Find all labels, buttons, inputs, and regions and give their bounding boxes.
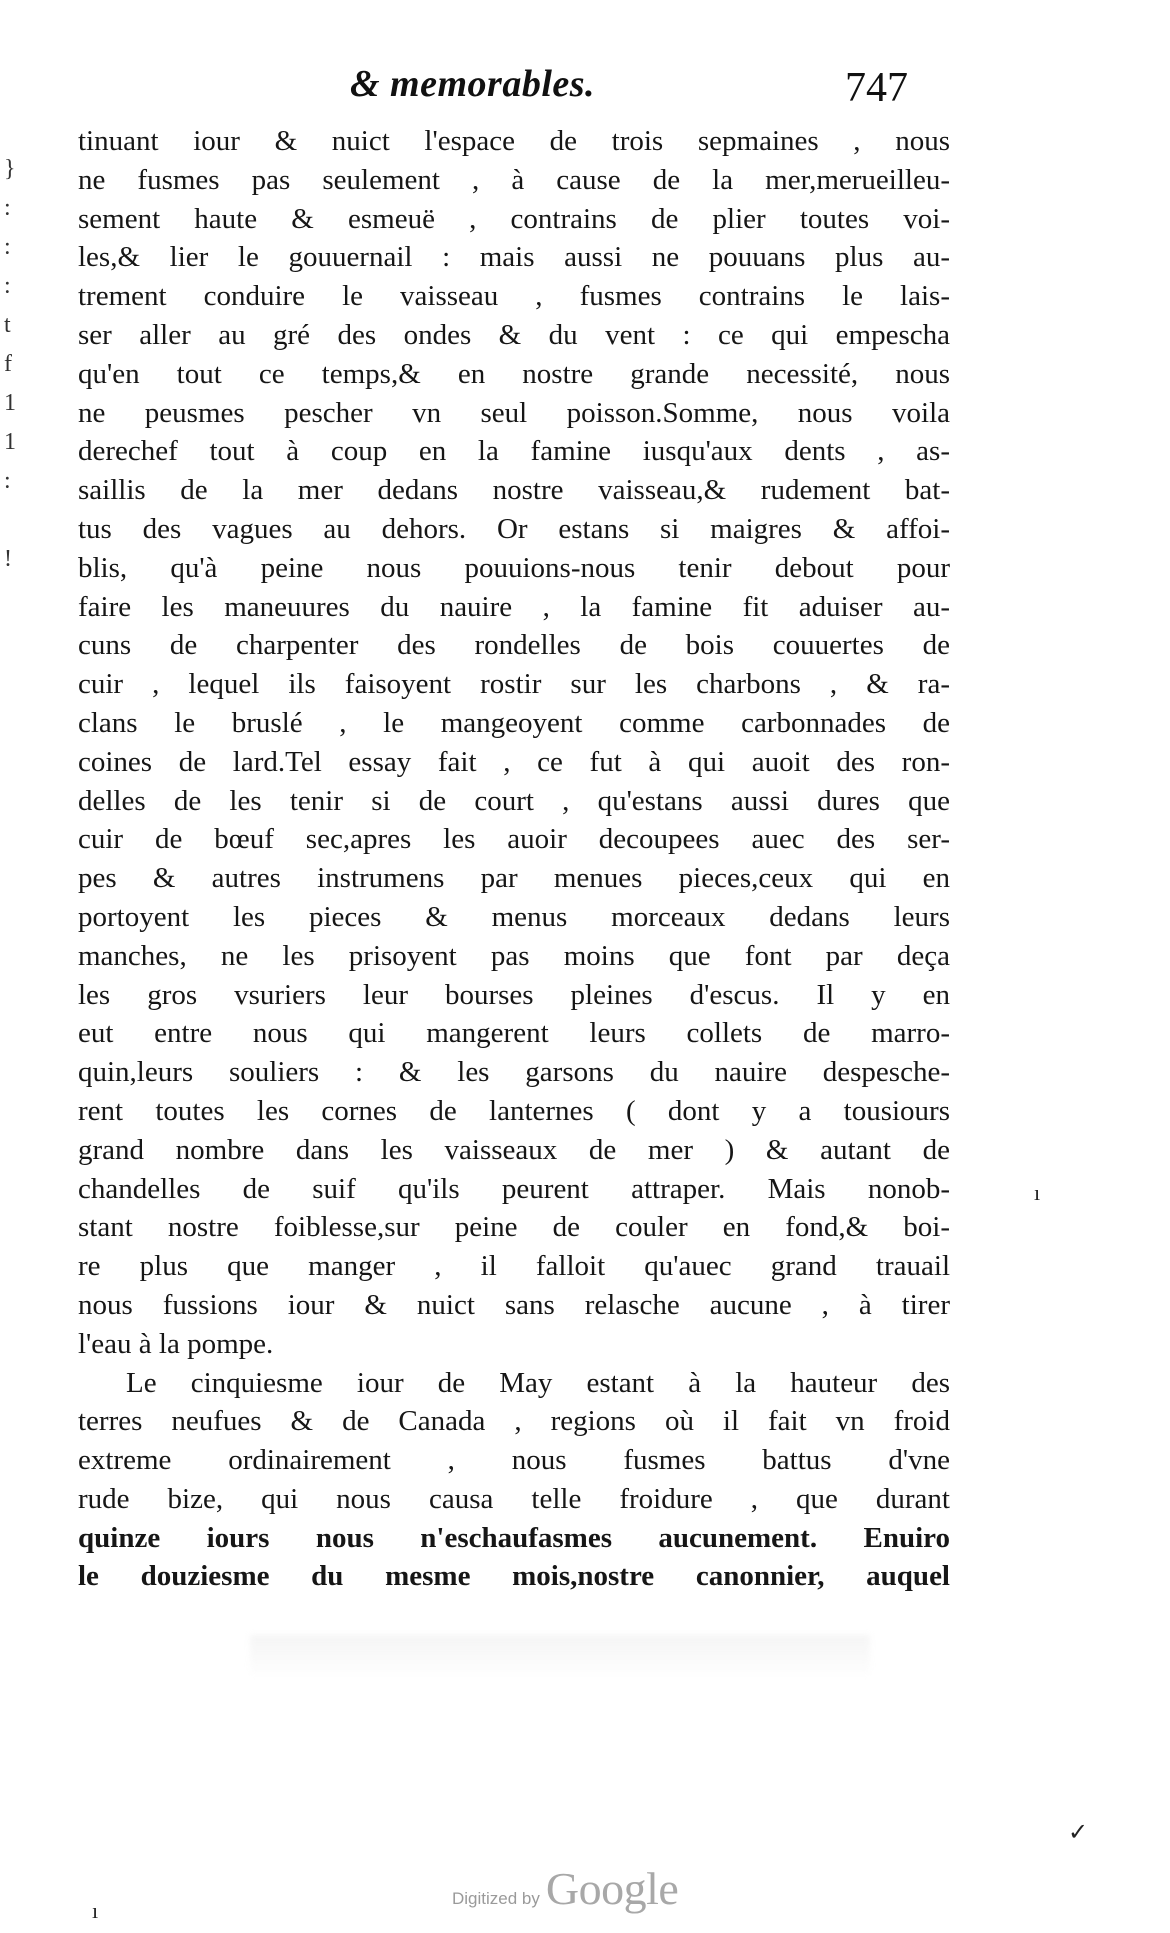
margin-mark: 1 bbox=[4, 390, 16, 416]
margin-mark bbox=[4, 501, 18, 540]
text-line: coines de lard.Tel essay fait , ce fut à qui auoit des ron- bbox=[78, 745, 950, 778]
text-line: faire les maneuures du nauire , la famine fit aduiser au- bbox=[78, 590, 950, 623]
margin-mark: ! bbox=[4, 546, 12, 572]
text-line: Le cinquiesme iour de May estant à la hauteur des bbox=[126, 1366, 950, 1399]
text-line: les,& lier le gouuernail : mais aussi ne pouuans plus au- bbox=[78, 241, 950, 274]
text-line: derechef tout à coup en la famine iusqu'aux dents , as- bbox=[78, 435, 950, 468]
text-line: ser aller au gré des ondes & du vent : ce qui empescha bbox=[78, 318, 950, 351]
text-line: sement haute & esmeuë , contrains de plier toutes voi- bbox=[78, 202, 950, 235]
text-line: cuir , lequel ils faisoyent rostir sur les charbons , & ra- bbox=[78, 668, 950, 701]
gutter-bleed-marks bbox=[4, 150, 18, 579]
stray-mark: ı bbox=[1034, 1180, 1041, 1205]
text-line: blis, qu'à peine nous pouuions-nous tenir debout pour bbox=[78, 551, 950, 584]
page-number: 747 bbox=[845, 65, 908, 111]
watermark-prefix: Digitized by bbox=[452, 1889, 540, 1908]
stray-mark: ✓ bbox=[1068, 1820, 1089, 1846]
margin-mark: : bbox=[4, 195, 11, 221]
text-line: qu'en tout ce temps,& en nostre grande necessité, nous bbox=[78, 357, 950, 390]
running-head: & memorables. bbox=[350, 63, 596, 105]
google-logo: Google bbox=[545, 1863, 679, 1914]
text-line: grand nombre dans les vaisseaux de mer ) & autant de bbox=[78, 1133, 950, 1166]
margin-mark: t bbox=[4, 312, 11, 338]
text-line: nous fussions iour & nuict sans relasche aucune , à tirer bbox=[78, 1288, 950, 1321]
margin-mark: : bbox=[4, 234, 11, 260]
show-through-bleed bbox=[250, 1635, 870, 1675]
text-line: le douziesme du mesme mois,nostre canonnier, auquel bbox=[78, 1560, 950, 1593]
text-line: re plus que manger , il falloit qu'auec grand trauail bbox=[78, 1250, 950, 1283]
margin-mark: : bbox=[4, 468, 11, 494]
text-line: tus des vagues au dehors. Or estans si maigres & affoi- bbox=[78, 512, 950, 545]
text-line: cuns de charpenter des rondelles de bois couuertes de bbox=[78, 629, 950, 662]
text-line: stant nostre foiblesse,sur peine de couler en fond,& boi- bbox=[78, 1211, 950, 1244]
text-line: pes & autres instrumens par menues pieces,ceux qui en bbox=[78, 862, 950, 895]
stray-mark: ı bbox=[92, 1898, 99, 1923]
digitization-watermark bbox=[452, 1862, 678, 1915]
text-line: quinze iours nous n'eschaufasmes aucunement. Enuiro bbox=[78, 1521, 950, 1554]
margin-mark: : bbox=[4, 273, 11, 299]
text-line: les gros vsuriers leur bourses pleines d'escus. Il y en bbox=[78, 978, 950, 1011]
text-line: manches, ne les prisoyent pas moins que font par deça bbox=[78, 939, 950, 972]
text-line: tinuant iour & nuict l'espace de trois sepmaines , nous bbox=[78, 125, 950, 157]
text-line: delles de les tenir si de court , qu'estans aussi dures que bbox=[78, 784, 950, 817]
text-line: ne fusmes pas seulement , à cause de la mer,merueilleu- bbox=[78, 163, 950, 196]
text-line: chandelles de suif qu'ils peurent attraper. Mais nonob- bbox=[78, 1172, 950, 1205]
text-line: extreme ordinairement , nous fusmes battus d'vne bbox=[78, 1444, 950, 1477]
text-line: eut entre nous qui mangerent leurs collets de marro- bbox=[78, 1017, 950, 1050]
text-line: rude bize, qui nous causa telle froidure , que durant bbox=[78, 1482, 950, 1515]
text-line: trement conduire le vaisseau , fusmes contrains le lais- bbox=[78, 280, 950, 313]
text-line: portoyent les pieces & menus morceaux dedans leurs bbox=[78, 900, 950, 933]
margin-mark: 1 bbox=[4, 429, 16, 455]
text-line: quin,leurs souliers : & les garsons du nauire despesche- bbox=[78, 1056, 950, 1089]
margin-mark: } bbox=[4, 156, 16, 182]
margin-mark: f bbox=[4, 351, 12, 377]
text-line: clans le bruslé , le mangeoyent comme carbonnades de bbox=[78, 706, 950, 739]
text-line: terres neufues & de Canada , regions où il fait vn froid bbox=[78, 1405, 950, 1438]
text-line: l'eau à la pompe. bbox=[78, 1327, 274, 1360]
text-line: cuir de bœuf sec,apres les auoir decoupees auec des ser- bbox=[78, 823, 950, 856]
body-text bbox=[78, 122, 950, 1596]
text-line: saillis de la mer dedans nostre vaisseau,& rudement bat- bbox=[78, 474, 950, 507]
text-line: rent toutes les cornes de lanternes ( dont y a tousiours bbox=[78, 1094, 950, 1127]
text-line: ne peusmes pescher vn seul poisson.Somme, nous voila bbox=[78, 396, 950, 429]
